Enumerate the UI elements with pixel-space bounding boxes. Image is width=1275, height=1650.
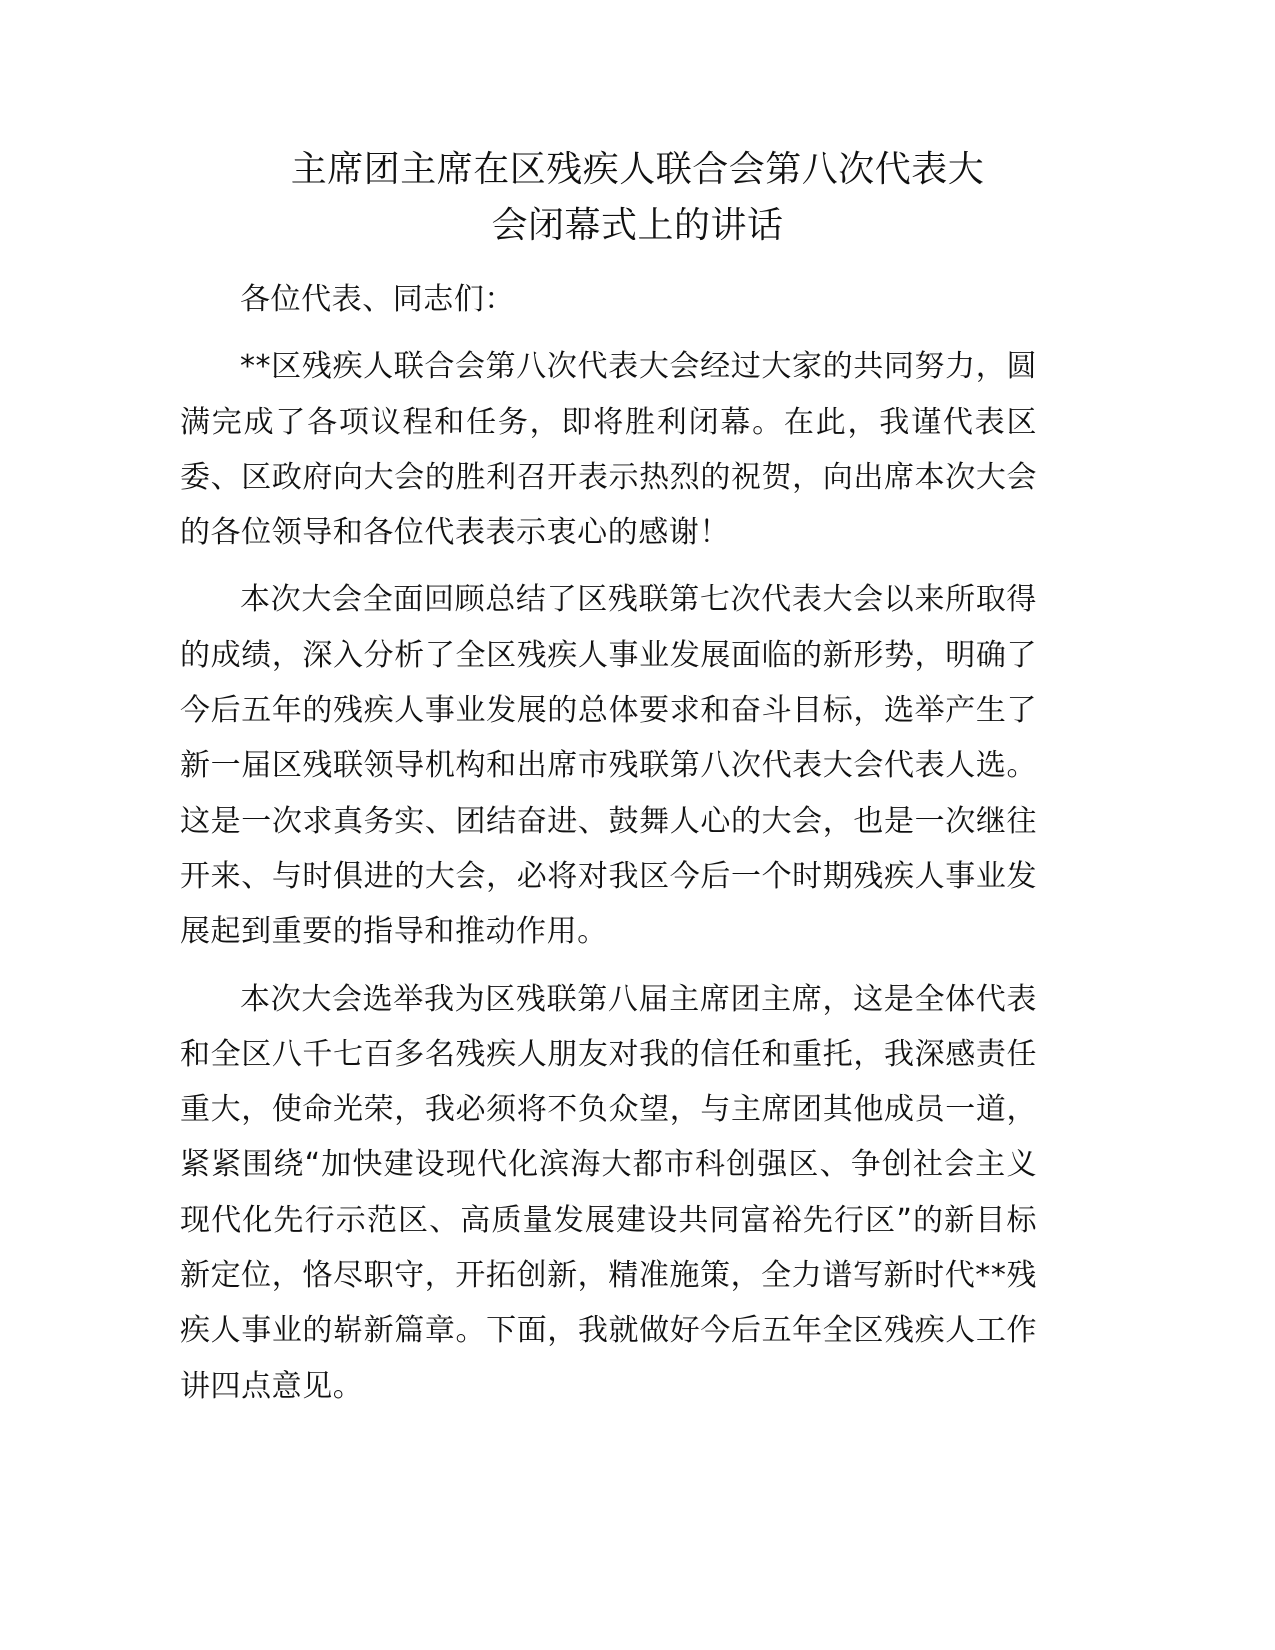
paragraph: 本次大会全面回顾总结了区残联第七次代表大会以来所取得的成绩，深入分析了全区残疾人事业发展面临的新形势，明确了今后五年的残疾人事业发展的总体要求和奋斗目标，选举产生了新一届区残联领导机构和出席市残联第八次代表大会代表人选。这是一次求真务实、团结奋进、鼓舞人心的大会，也是一次继往开来、与时俱进的大会，必将对我区今后一个时期残疾人事业发展起到重要的指导和推动作用。 <box>180 582 1037 950</box>
paragraph: 本次大会选举我为区残联第八届主席团主席，这是全体代表和全区八千七百多名残疾人朋友对我的信任和重托，我深感责任重大，使命光荣，我必须将不负众望，与主席团其他成员一道，紧紧围绕“加快建设现代化滨海大都市科创强区、争创社会主义现代化先行示范区、高质量发展建设共同富裕先行区”的新目标新定位，恪尽职守，开拓创新，精准施策，全力谱写新时代**残疾人事业的崭新篇章。下面，我就做好今后五年全区残疾人工作讲四点意见。 <box>180 981 1037 1404</box>
salutation: 各位代表、同志们： <box>240 282 515 317</box>
paragraph: **区残疾人联合会第八次代表大会经过大家的共同努力，圆满完成了各项议程和任务，即将胜利闭幕。在此，我谨代表区委、区政府向大会的胜利召开表示热烈的祝贺，向出席本次大会的各位领导和各位代表表示衷心的感谢！ <box>180 349 1037 551</box>
document-body <box>180 272 1037 1426</box>
document-title <box>150 142 1125 254</box>
title-line-2: 会闭幕式上的讲话 <box>491 205 784 246</box>
title-line-1: 主席团主席在区残疾人联合会第八次代表大 <box>290 149 985 190</box>
